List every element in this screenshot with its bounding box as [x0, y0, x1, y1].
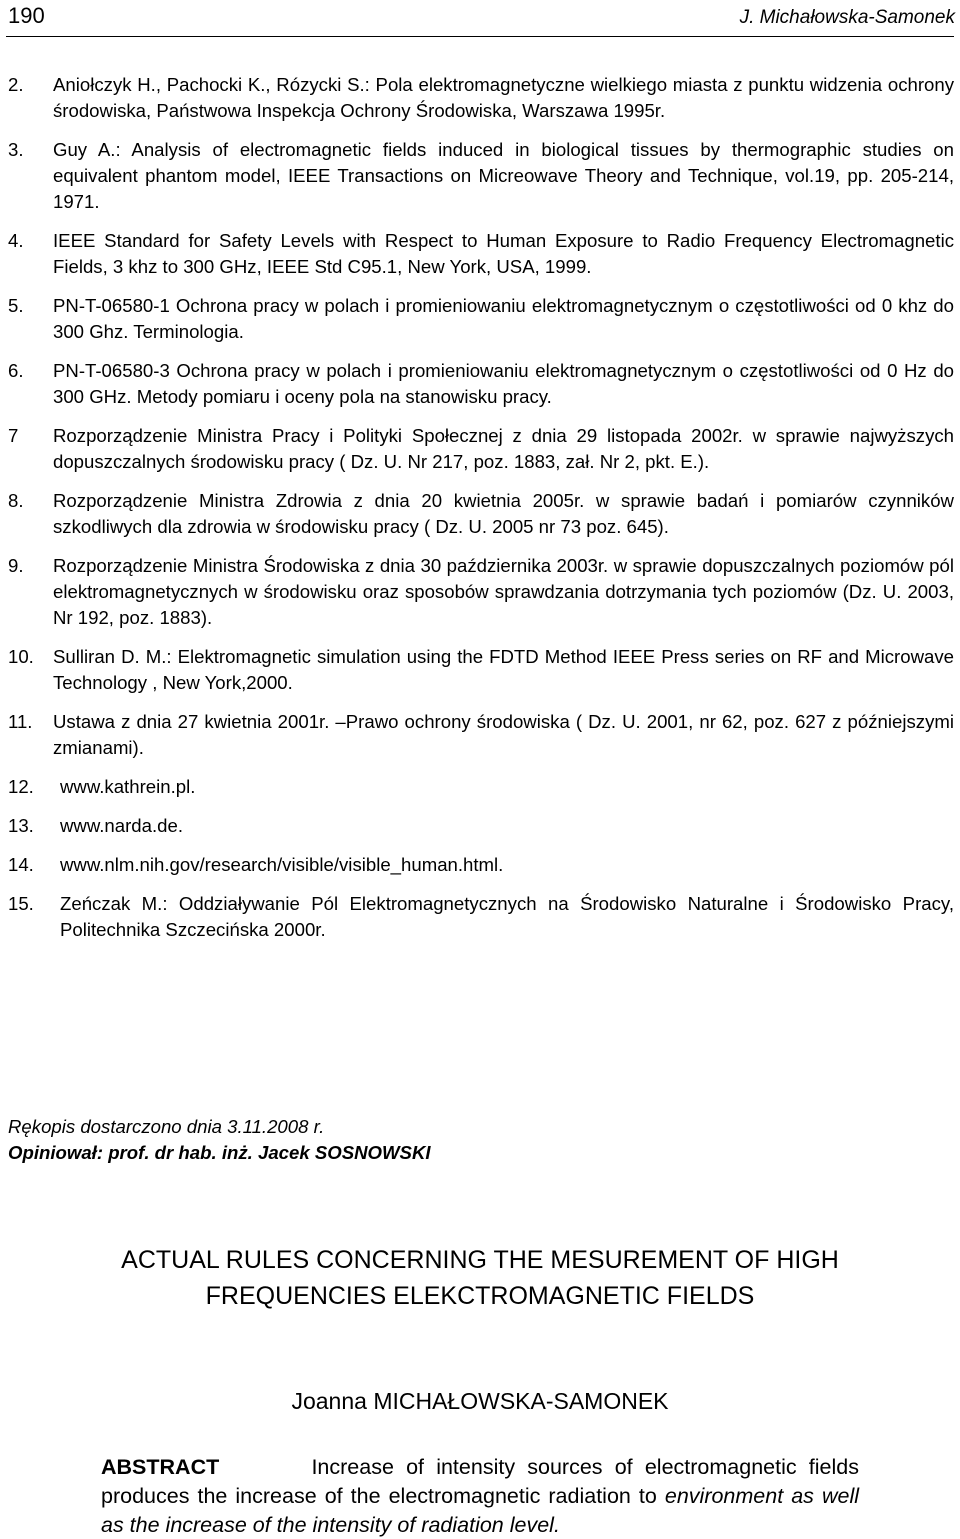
abstract-label: ABSTRACT — [101, 1455, 220, 1479]
reference-text: PN-T-06580-1 Ochrona pracy w polach i promieniowaniu elektromagnetycznym o częstotliwości od 0 khz do 300 Ghz. Terminologia. — [53, 295, 954, 342]
reference-number: 5. — [8, 295, 24, 316]
reference-text: Rozporządzenie Ministra Zdrowia z dnia 20 kwietnia 2005r. w sprawie badań i pomiarów czynników szkodliwych dla zdrowia w środowisku pracy ( Dz. U. 2005 nr 73 poz. 645). — [53, 490, 954, 537]
abstract-text-italic: environment as well as the increase of the intensity of radiation level. — [101, 1484, 859, 1537]
reference-number: 15. — [8, 893, 34, 914]
reference-text: Sulliran D. M.: Elektromagnetic simulation using the FDTD Method IEEE Press series on RF and Microwave Technology , New York,2000. — [53, 646, 954, 693]
running-header — [0, 0, 960, 40]
reference-number: 2. — [8, 74, 24, 95]
reference-item — [8, 774, 954, 800]
reference-text: Guy A.: Analysis of electromagnetic fields induced in biological tissues by thermographic studies on equivalent phantom model, IEEE Transactions on Micreowave Theory and Technique, vol.19, pp. 205-214, 1971. — [53, 139, 954, 212]
reference-item — [8, 358, 954, 410]
reference-text: Aniołczyk H., Pachocki K., Rózycki S.: Pola elektromagnetyczne wielkiego miasta z punktu widzenia ochrony środowiska, Państwowa Inspekcja Ochrony Środowiska, Warszawa 1995r. — [53, 74, 954, 121]
reference-number: 7 — [8, 425, 19, 446]
abstract-text: Increase of intensity sources of electromagnetic fields produces the increase of the electromagnetic radiation to — [101, 1455, 859, 1508]
header-rule — [6, 36, 954, 37]
reference-item — [8, 137, 954, 215]
reference-text: Ustawa z dnia 27 kwietnia 2001r. –Prawo ochrony środowiska ( Dz. U. 2001, nr 62, poz. 627 z późniejszymi zmianami). — [53, 711, 954, 758]
reference-number: 10. — [8, 646, 34, 667]
reference-item — [8, 852, 954, 878]
received-date: Rękopis dostarczono dnia 3.11.2008 r. — [8, 1116, 325, 1137]
reference-item — [8, 813, 954, 839]
manuscript-notes — [8, 1114, 431, 1166]
reference-link[interactable]: www.nlm.nih.gov/research/visible/visible_human.html. — [60, 854, 504, 875]
reference-link[interactable]: www.kathrein.pl. — [60, 776, 196, 797]
english-title-line1: ACTUAL RULES CONCERNING THE MESUREMENT OF HIGH — [121, 1246, 839, 1274]
reference-number: 6. — [8, 360, 24, 381]
english-title-line2: FREQUENCIES ELEKCTROMAGNETIC FIELDS — [205, 1282, 755, 1310]
reference-number: 3. — [8, 139, 24, 160]
reference-number: 8. — [8, 490, 24, 511]
header-author: J. Michałowska-Samonek — [739, 7, 955, 28]
reviewer: Opiniował: prof. dr hab. inż. Jacek SOSNOWSKI — [8, 1142, 431, 1163]
reference-item — [8, 709, 954, 761]
page-number: 190 — [8, 3, 45, 28]
english-title — [0, 1242, 960, 1314]
reference-text: Rozporządzenie Ministra Pracy i Polityki Społecznej z dnia 29 listopada 2002r. w sprawie najwyższych dopuszczalnych środowisku pracy ( Dz. U. Nr 217, poz. 1883, zał. Nr 2, pkt. E.). — [53, 425, 954, 472]
reference-number: 12. — [8, 776, 34, 797]
reference-item — [8, 228, 954, 280]
reference-text: Zeńczak M.: Oddziaływanie Pól Elektromagnetycznych na Środowisko Naturalne i Środowisko Pracy, Politechnika Szczecińska 2000r. — [60, 893, 954, 940]
reference-item — [8, 553, 954, 631]
reference-number: 13. — [8, 815, 34, 836]
reference-link[interactable]: www.narda.de. — [60, 815, 183, 836]
reference-item — [8, 488, 954, 540]
reference-item — [8, 293, 954, 345]
abstract — [101, 1453, 859, 1539]
reference-number: 9. — [8, 555, 24, 576]
reference-text: Rozporządzenie Ministra Środowiska z dnia 30 października 2003r. w sprawie dopuszczalnych poziomów pól elektromagnetycznych w środowisku oraz sposobów sprawdzania dotrzymania tych poziomów (Dz. U. 2003, Nr 192, poz. 1883). — [53, 555, 954, 628]
reference-list — [8, 72, 954, 943]
reference-item — [8, 644, 954, 696]
reference-number: 4. — [8, 230, 24, 251]
reference-item — [8, 72, 954, 124]
reference-text: IEEE Standard for Safety Levels with Respect to Human Exposure to Radio Frequency Electromagnetic Fields, 3 khz to 300 GHz, IEEE Std C95.1, New York, USA, 1999. — [53, 230, 954, 277]
reference-item — [8, 891, 954, 943]
reference-item — [8, 423, 954, 475]
english-author: Joanna MICHAŁOWSKA-SAMONEK — [291, 1388, 669, 1414]
reference-number: 11. — [8, 711, 33, 732]
reference-number: 14. — [8, 854, 34, 875]
reference-text: PN-T-06580-3 Ochrona pracy w polach i promieniowaniu elektromagnetycznym o częstotliwości od 0 Hz do 300 GHz. Metody pomiaru i oceny pola na stanowisku pracy. — [53, 360, 954, 407]
